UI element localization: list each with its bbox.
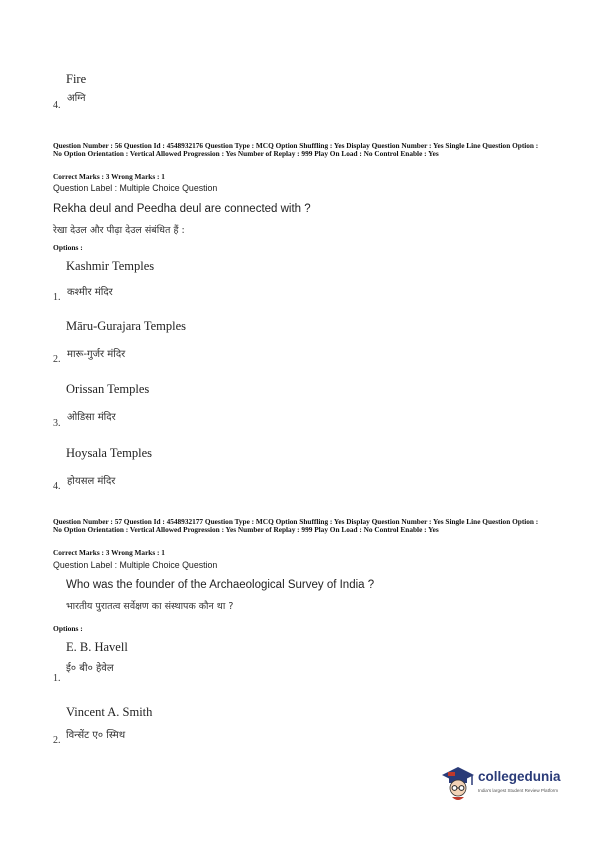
q56-option-3-number: 3. xyxy=(53,418,61,429)
q57-option-1-hi[interactable]: ई० बी० हेवेल xyxy=(66,663,114,674)
brand-name: collegedunia xyxy=(478,769,561,784)
q56-label: Question Label : Multiple Choice Question xyxy=(53,183,218,193)
q56-option-2-hi[interactable]: मारू-गुर्जर मंदिर xyxy=(67,349,126,360)
q56-option-2-number: 2. xyxy=(53,354,61,365)
q57-marks: Correct Marks : 3 Wrong Marks : 1 xyxy=(53,548,165,557)
q57-meta: Question Number : 57 Question Id : 4548932177 Question Type : MCQ Option Shuffling : Yes Display Question Number : Yes Single Line Question Option : No Option Orientation : Vertical Allowed Progression : Yes Number of Replay : 999 Play On Load : No Control Enable : Yes xyxy=(53,517,539,535)
q57-option-2-en[interactable]: Vincent A. Smith xyxy=(66,705,153,719)
q56-option-2-en[interactable]: Māru-Gurajara Temples xyxy=(66,319,187,333)
q57-label: Question Label : Multiple Choice Question xyxy=(53,560,218,570)
q57-option-1-number: 1. xyxy=(53,673,61,684)
q56-option-1-hi[interactable]: कश्मीर मंदिर xyxy=(67,287,113,298)
q57-question-hi: भारतीय पुरातत्व सर्वेक्षण का संस्थापक कौन था ? xyxy=(66,601,234,612)
q56-option-4-en[interactable]: Hoysala Temples xyxy=(66,446,153,460)
q56-question-en: Rekha deul and Peedha deul are connected with ? xyxy=(53,203,311,215)
q57-option-1-en[interactable]: E. B. Havell xyxy=(66,640,128,654)
q57-options-heading: Options : xyxy=(53,624,83,633)
q56-meta: Question Number : 56 Question Id : 4548932176 Question Type : MCQ Option Shuffling : Yes Display Question Number : Yes Single Line Question Option : No Option Orientation : Vertical Allowed Progression : Yes Number of Replay : 999 Play On Load : No Control Enable : Yes xyxy=(53,141,539,159)
q56-option-4-number: 4. xyxy=(53,481,61,492)
prev-option-4-en: Fire xyxy=(66,72,87,86)
q56-option-3-en[interactable]: Orissan Temples xyxy=(66,382,150,396)
graduate-mascot-icon xyxy=(440,763,476,803)
q56-marks: Correct Marks : 3 Wrong Marks : 1 xyxy=(53,172,165,181)
brand-tagline: India's largest Student Review Platform xyxy=(478,788,559,793)
q57-option-2-number: 2. xyxy=(53,735,61,746)
q56-option-4-hi[interactable]: होयसल मंदिर xyxy=(67,476,116,487)
q56-option-3-hi[interactable]: ओडिसा मंदिर xyxy=(67,412,116,423)
prev-option-4-hi: अग्नि xyxy=(67,93,86,104)
q57-option-2-hi[interactable]: विन्सेंट ए० स्मिथ xyxy=(66,730,126,741)
prev-option-4-number: 4. xyxy=(53,100,61,111)
q56-option-1-en[interactable]: Kashmir Temples xyxy=(66,259,155,273)
q57-question-en: Who was the founder of the Archaeological Survey of India ? xyxy=(66,579,375,591)
q56-question-hi: रेखा देउल और पीढ़ा देउल संबंधित हैं : xyxy=(53,225,185,236)
q56-options-heading: Options : xyxy=(53,243,83,252)
collegedunia-logo xyxy=(440,761,580,807)
q56-option-1-number: 1. xyxy=(53,292,61,303)
